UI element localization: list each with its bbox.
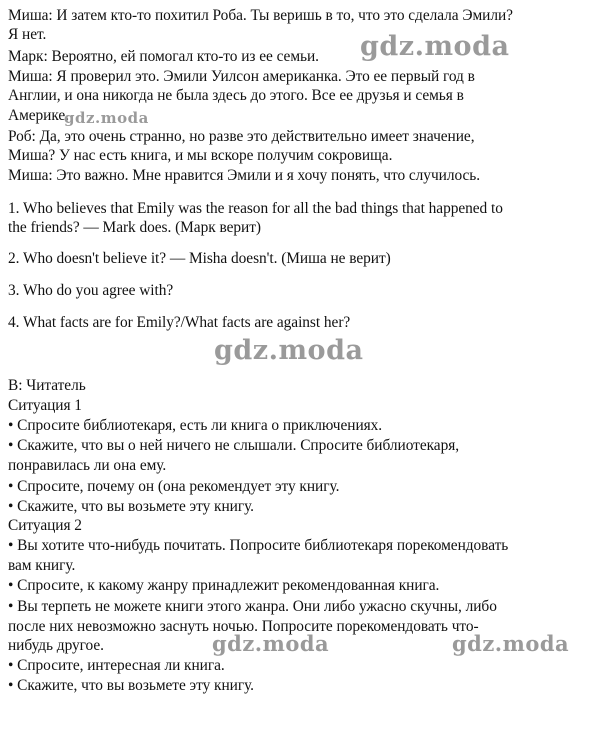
situation-item: понравилась ли она ему. <box>8 457 167 474</box>
situation-item: • Скажите, что вы возьмете эту книгу. <box>8 498 254 515</box>
situation-item: • Спросите, интересная ли книга. <box>8 657 225 674</box>
question-line: 4. What facts are for Emily?/What facts are against her? <box>8 314 351 331</box>
situation-item: • Спросите, почему он (она рекомендует эту книгу. <box>8 478 340 495</box>
dialogue-line: Америке. <box>8 107 69 124</box>
watermark: gdz.moda <box>212 631 330 656</box>
section-heading: B: Читатель <box>8 377 86 394</box>
situation-item: • Спросите, к какому жанру принадлежит рекомендованная книга. <box>8 577 440 594</box>
dialogue-line: Миша: И затем кто-то похитил Роба. Ты веришь в то, что это сделала Эмили? <box>8 7 513 24</box>
dialogue-line: Я нет. <box>8 26 47 43</box>
watermark: gdz.moda <box>64 109 149 127</box>
dialogue-line: Миша? У нас есть книга, и мы вскоре получим сокровища. <box>8 147 393 164</box>
situation-item: • Вы терпеть не можете книги этого жанра. Они либо ужасно скучны, либо <box>8 598 497 615</box>
dialogue-line: Миша: Я проверил это. Эмили Уилсон американка. Это ее первый год в <box>8 68 475 85</box>
situation-heading: Ситуация 1 <box>8 397 82 414</box>
dialogue-line: Миша: Это важно. Мне нравится Эмили и я хочу понять, что случилось. <box>8 167 481 184</box>
watermark: gdz.moda <box>214 335 364 366</box>
question-line: the friends? — Mark does. (Марк верит) <box>8 219 261 236</box>
situation-item: • Скажите, что вы о ней ничего не слышали. Спросите библиотекаря, <box>8 437 460 454</box>
question-line: 3. Who do you agree with? <box>8 282 174 299</box>
dialogue-line: Марк: Вероятно, ей помогал кто-то из ее семьи. <box>8 48 319 65</box>
dialogue-line: Англии, и она никогда не была здесь до этого. Все ее друзья и семья в <box>8 87 464 104</box>
situation-item: вам книгу. <box>8 557 76 574</box>
situation-item: нибудь другое. <box>8 637 104 654</box>
situation-item: • Скажите, что вы возьмете эту книгу. <box>8 677 254 694</box>
situation-item: • Вы хотите что-нибудь почитать. Попросите библиотекаря порекомендовать <box>8 537 509 554</box>
watermark: gdz.moda <box>360 31 510 62</box>
question-line: 2. Who doesn't believe it? — Misha doesn't. (Миша не верит) <box>8 250 391 267</box>
question-line: 1. Who believes that Emily was the reason for all the bad things that happened to <box>8 200 503 217</box>
situation-heading: Ситуация 2 <box>8 517 82 534</box>
watermark: gdz.moda <box>452 631 570 656</box>
situation-item: после них невозможно заснуть ночью. Попросите порекомендовать что- <box>8 618 479 635</box>
dialogue-line: Роб: Да, это очень странно, но разве это действительно имеет значение, <box>8 128 475 145</box>
situation-item: • Спросите библиотекаря, есть ли книга о приключениях. <box>8 417 383 434</box>
